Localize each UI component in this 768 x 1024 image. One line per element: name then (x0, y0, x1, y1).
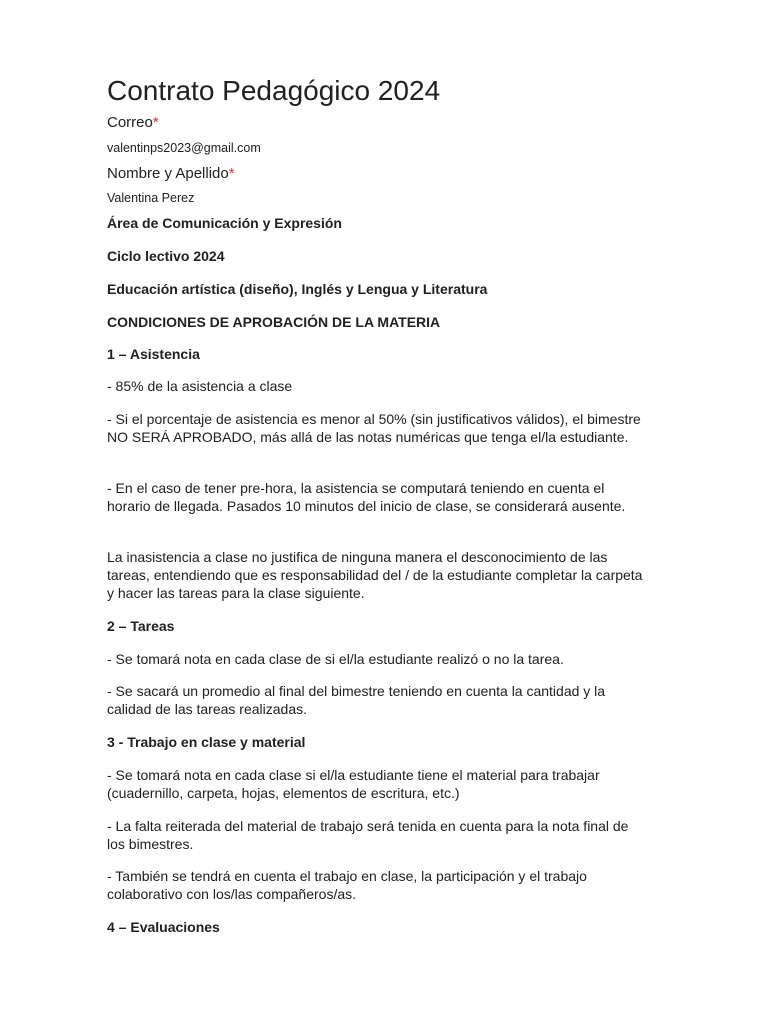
ciclo-heading: Ciclo lectivo 2024 (107, 248, 225, 264)
asistencia-paragraph: - Si el porcentaje de asistencia es menor al 50% (sin justificativos válidos), el bimestre NO SERÁ APROBADO, más allá de las notas numéricas que tenga el/la estudiante. (107, 411, 641, 445)
asistencia-paragraph: - 85% de la asistencia a clase (107, 378, 293, 394)
email-field-label (107, 114, 159, 132)
trabajo-paragraph: - También se tendrá en cuenta el trabajo en clase, la participación y el trabajo colaborativo con los/las compañeros/as. (107, 868, 587, 902)
tareas-paragraph: - Se tomará nota en cada clase de si el/la estudiante realizó o no la tarea. (107, 651, 564, 667)
email-field-value: valentinps2023@gmail.com (107, 141, 261, 155)
asistencia-paragraph: - En el caso de tener pre-hora, la asistencia se computará teniendo en cuenta el horario de llegada. Pasados 10 minutos del inicio de clase, se considerará ausente. (107, 480, 626, 514)
asistencia-heading: 1 – Asistencia (107, 346, 200, 362)
trabajo-heading: 3 - Trabajo en clase y material (107, 734, 306, 750)
tareas-paragraph: - Se sacará un promedio al final del bimestre teniendo en cuenta la cantidad y la calidad de las tareas realizadas. (107, 683, 606, 717)
materias-heading: Educación artística (diseño), Inglés y Lengua y Literatura (107, 281, 488, 297)
email-label-text: Correo (107, 114, 153, 131)
asistencia-paragraph: La inasistencia a clase no justifica de ninguna manera el desconocimiento de las tareas, entendiendo que es responsabilidad del / de la estudiante completar la carpeta y hacer las tareas para la clase siguiente. (107, 549, 643, 601)
trabajo-paragraph: - Se tomará nota en cada clase si el/la estudiante tiene el material para trabajar (cuadernillo, carpeta, hojas, elementos de escritura, etc.) (107, 767, 600, 801)
required-asterisk: * (152, 114, 159, 131)
tareas-heading: 2 – Tareas (107, 618, 175, 634)
evaluaciones-heading: 4 – Evaluaciones (107, 919, 220, 935)
condiciones-heading: CONDICIONES DE APROBACIÓN DE LA MATERIA (107, 314, 441, 330)
name-field-value: Valentina Perez (107, 191, 195, 205)
form-title: Contrato Pedagógico 2024 (107, 75, 441, 106)
area-heading: Área de Comunicación y Expresión (107, 215, 342, 231)
name-label-text: Nombre y Apellido (107, 165, 229, 182)
trabajo-paragraph: - La falta reiterada del material de trabajo será tenida en cuenta para la nota final de los bimestres. (107, 818, 629, 852)
required-asterisk: * (228, 165, 235, 182)
name-field-label (107, 165, 235, 183)
